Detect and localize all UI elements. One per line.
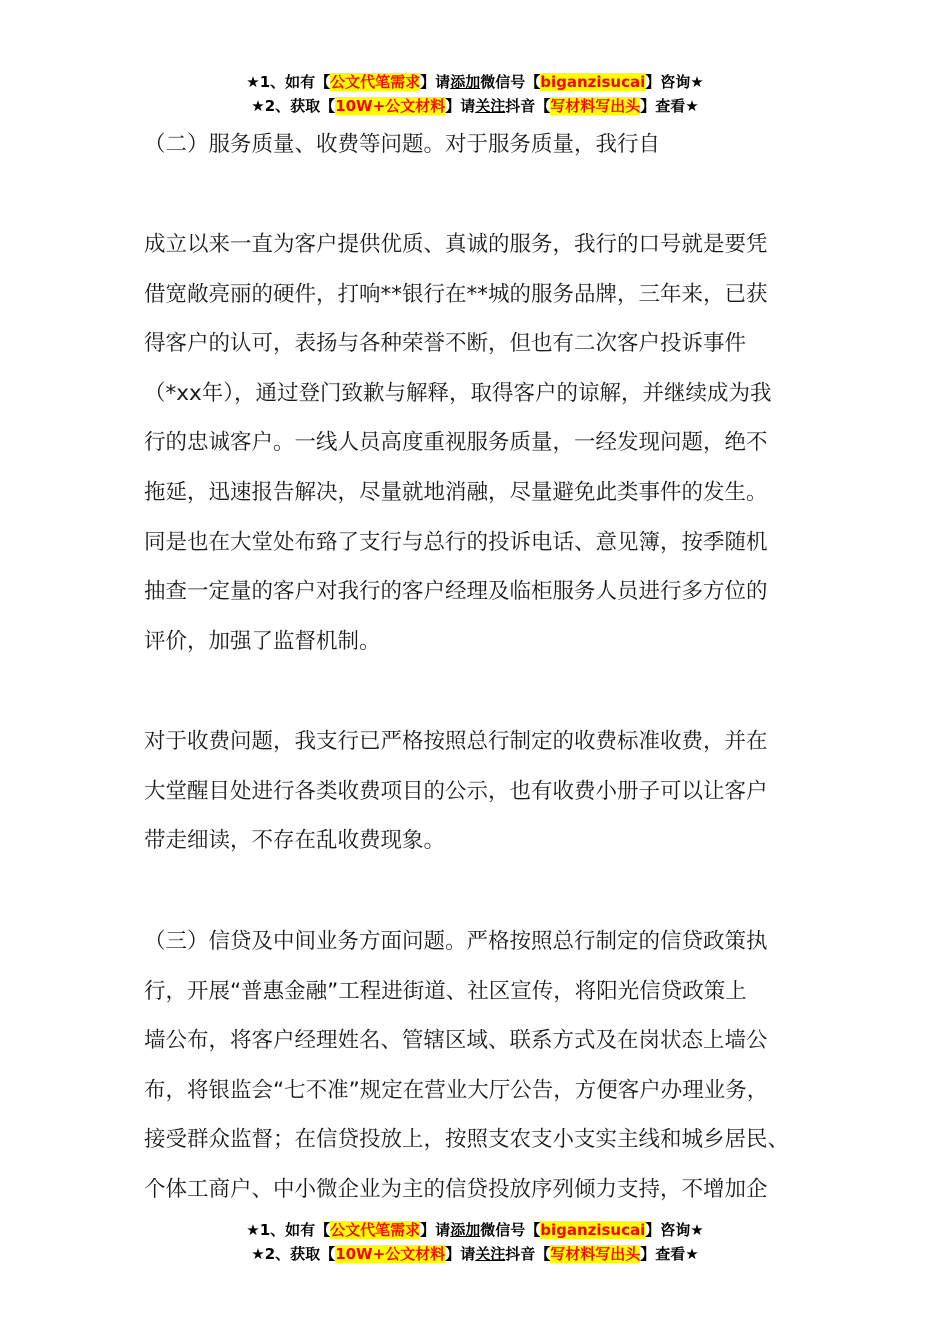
banner-underlined: 关注 (475, 1245, 506, 1263)
text-line: 对于收费问题，我支行已严格按照总行制定的收费标准收费，并在 (144, 729, 768, 754)
text-line: 带走细读，不存在乱收费现象。 (144, 828, 446, 854)
text-line: 成立以来一直为客户提供优质、真诚的服务，我行的口号就是要凭 (144, 232, 768, 257)
text-line: 评价，加强了监督机制。 (144, 628, 381, 654)
text-line: （*xx年），通过登门致歉与解释，取得客户的谅解，并继续成为我 (144, 380, 772, 406)
banner-text: 抖音【 (505, 1245, 551, 1263)
banner-text: 】查看★ (640, 97, 699, 115)
banner-highlight: 10W+公文材料 (335, 97, 446, 115)
banner-highlight: 写材料写出头 (550, 97, 641, 115)
banner-line-2 (0, 1242, 950, 1266)
text-line: 拖延，迅速报告解决，尽量就地消融，尽量避免此类事件的发生。 (144, 479, 768, 505)
banner-text: 】请 (445, 1245, 476, 1263)
banner-text: ★2、获取【 (251, 97, 336, 115)
paragraph-lines (144, 917, 834, 1215)
text-line: 个体工商户、中小微企业为主的信贷投放序列倾力支持，不增加企 (144, 1176, 768, 1202)
banner-text: 微信号【 (480, 1221, 541, 1239)
text-line: 借宽敞亮丽的硬件，打响**银行在**城的服务品牌，三年来，已获 (144, 281, 768, 307)
text-line: 布，将银监会“七不准”规定在营业大厅公告，方便客户办理业务， (144, 1077, 769, 1103)
banner-text: ★1、如有【 (246, 1221, 331, 1239)
text-line: （二）服务质量、收费等问题。对于服务质量，我行自 (144, 132, 661, 157)
text-line: 抽查一定量的客户对我行的客户经理及临柜服务人员进行多方位的 (144, 579, 768, 605)
banner-highlight: 公文代笔需求 (330, 1221, 421, 1239)
text-line: （三）信贷及中间业务方面问题。严格按照总行制定的信贷政策执 (144, 929, 768, 954)
paragraph-fees (144, 717, 834, 866)
paragraph-lines (144, 717, 834, 866)
banner-text: 】请 (420, 1221, 451, 1239)
banner-underlined: 添加 (450, 73, 481, 91)
text-line: 行，开展“普惠金融”工程进街道、社区宣传，将阳光信贷政策上 (144, 978, 747, 1004)
banner-highlight: biganzisucai (540, 73, 646, 91)
banner-text: 】咨询★ (645, 1221, 704, 1239)
banner-text: ★2、获取【 (251, 1245, 336, 1263)
footer-banner (0, 1218, 950, 1266)
banner-text: 】咨询★ (645, 73, 704, 91)
paragraph-service-quality-body (144, 220, 834, 666)
paragraph-lines (144, 220, 834, 666)
paragraph-lines (144, 120, 834, 170)
text-line: 墙公布，将客户经理姓名、管辖区域、联系方式及在岗状态上墙公 (144, 1028, 768, 1054)
text-line: 接受群众监督；在信贷投放上，按照支农支小支实主线和城乡居民、 (144, 1127, 790, 1153)
text-line: 大堂醒目处进行各类收费项目的公示，也有收费小册子可以让客户 (144, 778, 768, 804)
banner-highlight: biganzisucai (540, 1221, 646, 1239)
text-line: 得客户的认可，表扬与各种荣誉不断，但也有二次客户投诉事件 (144, 331, 747, 357)
banner-text: 】请 (420, 73, 451, 91)
banner-text: 抖音【 (505, 97, 551, 115)
banner-text: 微信号【 (480, 73, 541, 91)
banner-text: 】查看★ (640, 1245, 699, 1263)
banner-text: 】请 (445, 97, 476, 115)
text-line: 行的忠诚客户。一线人员高度重视服务质量，一经发现问题，绝不 (144, 430, 768, 456)
paragraph-credit-business (144, 917, 834, 1215)
paragraph-service-quality-heading (144, 120, 834, 170)
banner-line-2 (0, 94, 950, 118)
banner-highlight: 10W+公文材料 (335, 1245, 446, 1263)
banner-highlight: 公文代笔需求 (330, 73, 421, 91)
banner-line-1 (0, 1218, 950, 1242)
header-banner (0, 70, 950, 118)
banner-highlight: 写材料写出头 (550, 1245, 641, 1263)
banner-text: ★1、如有【 (246, 73, 331, 91)
banner-underlined: 关注 (475, 97, 506, 115)
banner-line-1 (0, 70, 950, 94)
text-line: 同是也在大堂处布臵了支行与总行的投诉电话、意见簿，按季随机 (144, 529, 768, 555)
banner-underlined: 添加 (450, 1221, 481, 1239)
